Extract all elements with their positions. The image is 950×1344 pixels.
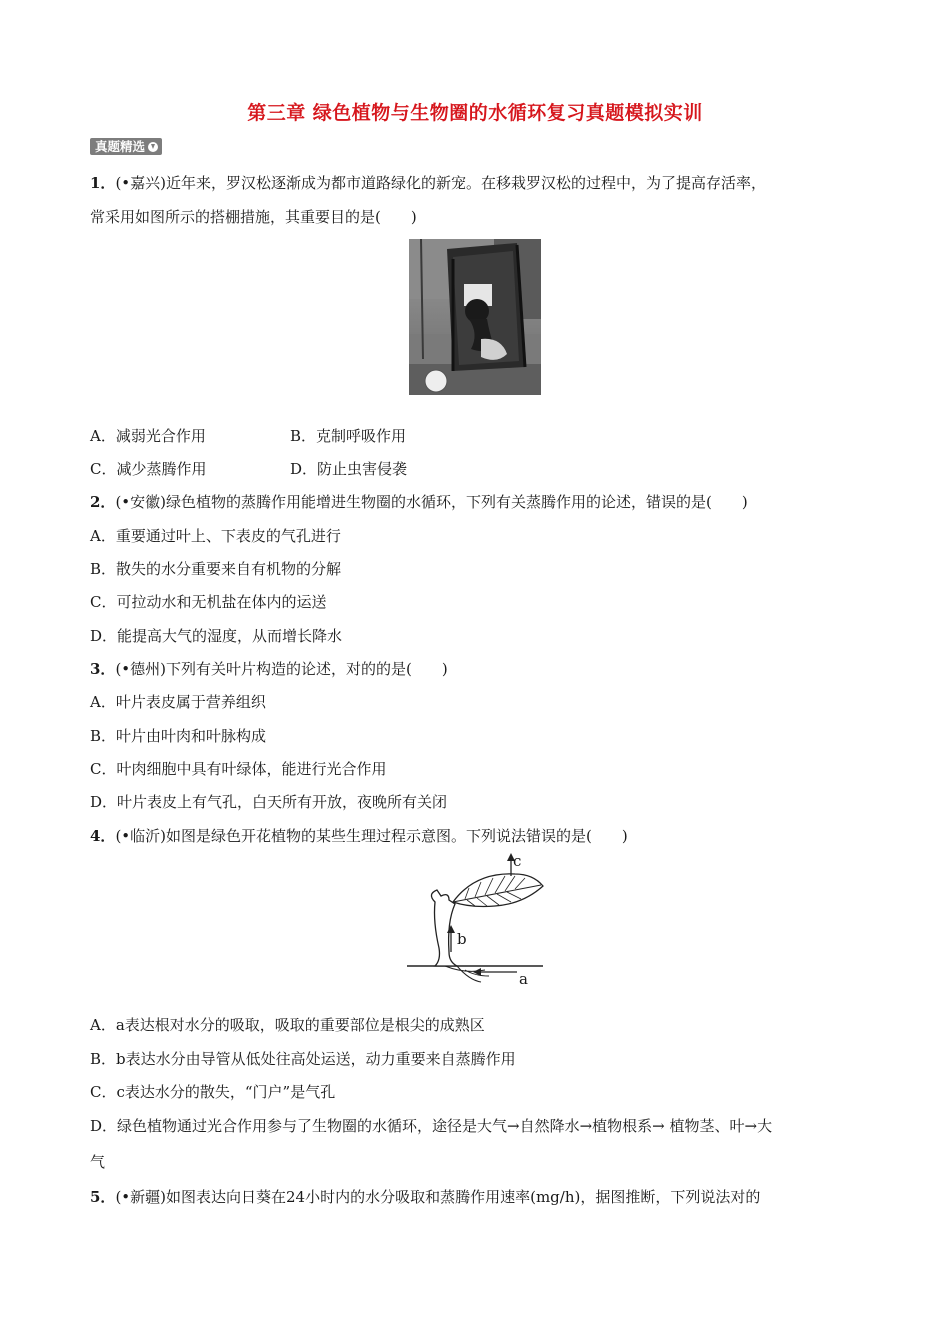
question-4-option-b: B．b表达水分由导管从低处往高处运送，动力重要来自蒸腾作用 xyxy=(90,1050,516,1068)
question-1-options-row2 xyxy=(90,459,407,479)
question-1-text: 近年来，罗汉松逐渐成为都市道路绿化的新宠。在移栽罗汉松的过程中，为了提高存活率， xyxy=(166,174,767,192)
section-badge xyxy=(90,138,162,155)
question-4-option-d-cont: 气 xyxy=(90,1153,106,1171)
question-2-option-b: B．散失的水分重要来自有机物的分解 xyxy=(90,560,342,578)
question-5-text: 如图表达向日葵在24小时内的水分吸取和蒸腾作用速率(mg/h)，据图推断，下列说法对的 xyxy=(166,1188,761,1206)
question-5-number: 5． xyxy=(90,1188,116,1206)
question-4-source: (•临沂) xyxy=(115,827,166,845)
plant-water-cycle-diagram xyxy=(405,852,545,992)
question-3-option-b: B．叶片由叶肉和叶脉构成 xyxy=(90,727,267,745)
question-1-number: 1． xyxy=(90,174,116,192)
question-2-option-c: C．可拉动水和无机盐在体内的运送 xyxy=(90,593,327,611)
question-3-source: (•德州) xyxy=(115,660,166,678)
question-2-option-a: A．重要通过叶上、下表皮的气孔进行 xyxy=(90,527,341,545)
question-2-option-d: D．能提高大气的湿度，从而增长降水 xyxy=(90,627,343,645)
question-4-option-a: A．a表达根对水分的吸取，吸取的重要部位是根尖的成熟区 xyxy=(90,1016,485,1034)
question-1-source: (•嘉兴) xyxy=(115,174,166,192)
question-3-number: 3． xyxy=(90,660,116,678)
diagram-label-b: b xyxy=(457,930,467,948)
diagram-label-a: a xyxy=(519,970,528,988)
question-2-source: (•安徽) xyxy=(115,493,166,511)
question-5-stem xyxy=(90,1187,760,1207)
question-3-option-c: C．叶肉细胞中具有叶绿体，能进行光合作用 xyxy=(90,760,387,778)
question-4-option-d: D．绿色植物通过光合作用参与了生物圈的水循环，途径是大气→自然降水→植物根系→ 植物茎、叶→大 xyxy=(90,1117,773,1135)
page-title: 第三章 绿色植物与生物圈的水循环复习真题模拟实训 xyxy=(247,102,703,124)
question-1-stem-cont: 常采用如图所示的搭棚措施，其重要目的是( ) xyxy=(90,208,417,226)
diagram-label-c: c xyxy=(513,852,522,870)
question-3-stem xyxy=(90,659,448,679)
shade-shelter-photo xyxy=(409,239,541,395)
question-2-stem xyxy=(90,492,748,512)
question-4-stem xyxy=(90,826,628,846)
question-3-option-a: A．叶片表皮属于营养组织 xyxy=(90,693,266,711)
question-4-text: 如图是绿色开花植物的某些生理过程示意图。下列说法错误的是( ) xyxy=(166,827,628,845)
question-2-number: 2． xyxy=(90,493,116,511)
question-1-option-d: D．防止虫害侵袭 xyxy=(290,460,408,478)
question-3-option-d: D．叶片表皮上有气孔，白天所有开放，夜晚所有关闭 xyxy=(90,793,448,811)
question-1-option-b: B．克制呼吸作用 xyxy=(290,427,407,445)
section-badge-label: 真题精选 xyxy=(95,139,146,154)
question-1-stem xyxy=(90,173,766,193)
question-4-number: 4． xyxy=(90,827,116,845)
question-5-source: (•新疆) xyxy=(115,1188,166,1206)
question-1-option-a: A．减弱光合作用 xyxy=(90,427,206,445)
download-arrow-icon xyxy=(148,142,158,152)
question-2-text: 绿色植物的蒸腾作用能增进生物圈的水循环，下列有关蒸腾作用的论述，错误的是( ) xyxy=(166,493,748,511)
question-3-text: 下列有关叶片构造的论述，对的的是( ) xyxy=(166,660,448,678)
question-1-options-row1 xyxy=(90,426,406,446)
question-1-option-c: C．减少蒸腾作用 xyxy=(90,460,207,478)
question-4-option-c: C．c表达水分的散失，“门户”是气孔 xyxy=(90,1083,336,1101)
